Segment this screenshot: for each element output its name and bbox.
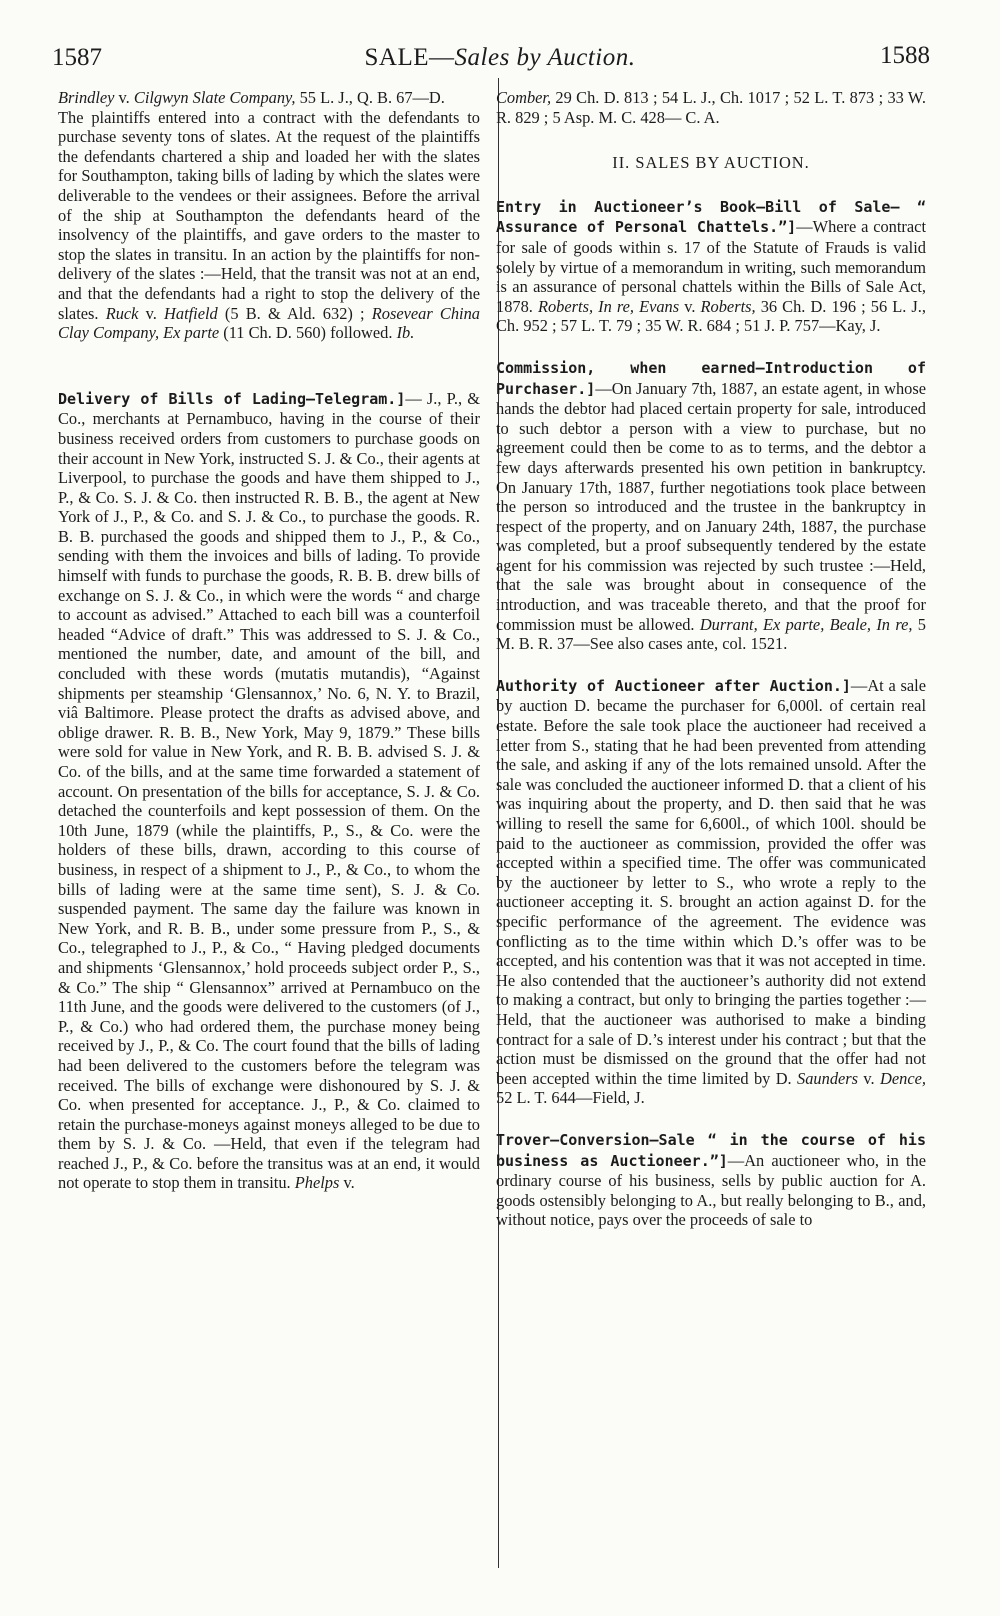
title-italic: Sales by Auction.	[454, 44, 636, 71]
case-name: Durrant, Ex parte, Beale, In re,	[699, 614, 913, 634]
paragraph-text: —An auctioneer who, in the ordinary course of his business, sells by public auction for A. goods ostensibly belonging to A., but really belonging to B., and, without notice, pays over the proceeds of sale to	[496, 1150, 926, 1230]
case-name: Dence,	[880, 1068, 926, 1088]
ibid: Ib.	[396, 323, 415, 343]
citation-text: v.	[339, 1173, 355, 1193]
paragraph-heading: Trover—Conversion—Sale “ in the course of his business as Auctioneer.”]	[496, 1130, 926, 1170]
running-title	[0, 44, 1000, 72]
case-paragraph	[58, 108, 480, 343]
case-name: Roberts, In re, Evans	[537, 296, 680, 316]
case-name: Saunders	[797, 1068, 859, 1088]
case-paragraph	[496, 197, 926, 336]
versus: v.	[679, 296, 701, 316]
versus: v.	[138, 303, 165, 323]
case-name: Ruck	[105, 303, 139, 323]
case-paragraph	[58, 389, 480, 1193]
case-name: Roberts,	[700, 296, 756, 316]
versus: v.	[114, 88, 134, 107]
left-column	[58, 88, 480, 1193]
paragraph-heading: Entry in Auctioneer’s Book—Bill of Sale— “ Assurance of Personal Chattels.”]	[496, 197, 926, 237]
right-column	[496, 88, 926, 1230]
citation-text: 5 M. B. R. 37—See also cases ante, col. 1521.	[496, 614, 926, 654]
title-main: SALE—	[364, 44, 455, 71]
page-number-right: 1588	[880, 42, 930, 69]
case-paragraph	[496, 1130, 926, 1230]
citation-text: 29 Ch. D. 813 ; 54 L. J., Ch. 1017 ; 52 L. T. 873 ; 33 W. R. 829 ; 5 Asp. M. C. 428— C. A.	[496, 88, 926, 127]
case-name: Hatfield	[164, 303, 218, 323]
case-name: Brindley	[58, 88, 115, 107]
page-number-left: 1587	[52, 44, 102, 71]
case-paragraph	[496, 676, 926, 1108]
case-citation	[496, 88, 926, 127]
case-name: Phelps	[294, 1173, 340, 1193]
citation-text: (11 Ch. D. 560) followed.	[219, 323, 393, 343]
paragraph-heading: Delivery of Bills of Lading—Telegram.]	[58, 389, 406, 408]
citation-text: 55 L. J., Q. B. 67—D.	[295, 88, 445, 107]
case-name: Cilgwyn Slate Company,	[133, 88, 296, 107]
section-heading: II. SALES BY AUCTION.	[612, 153, 810, 173]
citation-text: 36 Ch. D. 196 ; 56 L. J., Ch. 952 ; 57 L. T. 79 ; 35 W. R. 684 ; 51 J. P. 757—Kay, J.	[496, 296, 926, 336]
paragraph-heading: Commission, when earned—Introduction of Purchaser.]	[496, 358, 926, 398]
citation-text: 52 L. T. 644—Field, J.	[496, 1088, 645, 1108]
paragraph-heading: Authority of Auctioneer after Auction.]	[496, 676, 851, 695]
case-paragraph	[496, 358, 926, 654]
page-header	[0, 40, 1000, 80]
citation-text: (5 B. & Ald. 632) ;	[217, 303, 365, 323]
paragraph-text: —Where a contract for sale of goods within s. 17 of the Statute of Frauds is valid solely by virtue of a memorandum in writing, such memorandum is an assurance of personal chattels within the Bills of Sale Act, 1878.	[496, 217, 926, 316]
paragraph-text: —On January 7th, 1887, an estate agent, in whose hands the debtor had placed certain property for sale, introduced to such debtor a person with a view to purchase, but no agreement could then be come to as to terms, and the debtor a few days afterwards presented his own petition in bankruptcy. On January 17th, 1887, further negotiations took place between the person so introduced and the trustee in the bankruptcy in respect of the property, and on January 24th, 1887, the purchase was completed, but a proof subsequently tendered by the estate agent for his commission was rejected by such trustee :—Held, that the sale was brought about in consequence of the introduction, and was traceable thereto, and that the proof for commission must be allowed.	[496, 378, 926, 634]
case-name: Comber,	[496, 88, 552, 107]
case-name: Rosevear China Clay Company, Ex parte	[58, 303, 480, 343]
versus: v.	[858, 1068, 881, 1088]
paragraph-text: —At a sale by auction D. became the purchaser for 6,000l. of certain real estate. Before the sale took place the auctioneer had received a letter from S., stating that he had been prevented from attending the sale, and asking if any of the lots remained unsold. After the sale was concluded the auctioneer informed D. that a client of his was inquiring about the property, and D. then said that he was willing to resell the same for 6,600l., of which 100l. should be paid to the auctioneer as commission, provided the offer was accepted within a specified time. The offer was communicated by the auctioneer by letter to S., who wrote a reply to the auctioneer accepting it. S. brought an action against D. for the specific performance of the agreement. The evidence was conflicting as to the time within which D.’s offer was to be accepted, and his contention was that it was not accepted in time. He also contended that the auctioneer’s authority did not extend to making a contract, but only to bringing the parties together :—Held, that the auctioneer was authorised to make a binding contract for a sale of D.’s interest under his contract ; but that the action must be dismissed on the ground that the offer had not been accepted within the time limited by D.	[496, 675, 927, 1088]
case-citation	[58, 88, 480, 108]
paragraph-text: The plaintiffs entered into a contract with the defendants to purchase seventy tons of slates. At the request of the plaintiffs the defendants chartered a ship and loaded her with the slates for Southampton, taking bills of lading by which the slates were deliverable to the vendees or their assignees. Before the arrival of the ship at Southampton the defendants heard of the insolvency of the plaintiffs, and gave orders to the master to stop the slates in transitu. In an action by the plaintiffs for non-delivery of the slates :—Held, that the transit was not at an end, and that the defendants had a right to stop the delivery of the slates.	[58, 107, 480, 323]
paragraph-text: — J., P., & Co., merchants at Pernambuco, having in the course of their business received orders from customers to purchase goods on their account in New York, instructed S. J. & Co., their agents at Liverpool, to purchase the goods and have them shipped to J., P., & Co. S. J. & Co. then instructed R. B. B., the agent at New York of J., P., & Co. and S. J. & Co., to purchase the goods. R. B. B. purchased the goods and shipped them to J., P., & Co., sending with them the invoices and bills of lading. To provide himself with funds to purchase the goods, R. B. B. drew bills of exchange on S. J. & Co., in which were the words “ and charge to account as advised.” Attached to each bill was a counterfoil headed “Advice of draft.” This was addressed to S. J. & Co., mentioned the number, date, and amount of the bill, and concluded with these words (mutatis mutandis), “Against shipments per steamship ‘Glensannox,’ No. 6, N. Y. to Brazil, viâ Baltimore. Please protect the drafts as advised above, and oblige drawer. R. B. B., New York, May 9, 1879.” These bills were sold for value in New York, and R. B. B. advised S. J. & Co. of the bills, and at the same time forwarded a statement of account. On presentation of the bills for acceptance, S. J. & Co. detached the counterfoils and kept possession of them. On the 10th June, 1879 (while the plaintiffs, P., S., & Co. were the holders of these bills, drawn, according to this course of business, in respect of a shipment to J., P., & Co., to whom the bills of lading were at the same time sent), S. J. & Co. suspended payment. The same day the failure was known in New York, and R. B. B., under some pressure from P., S., & Co., telegraphed to J., P., & Co., “ Having pledged documents and shipments ‘Glensannox,’ hold proceeds subject order P., S., & Co.” The ship “ Glensannox” arrived at Pernambuco on the 11th June, and the goods were delivered to the customers (of J., P., & Co.) who had ordered them, the purchase money being received by J., P., & Co. The court found that the bills of lading had been delivered to the customers before the telegram was received. The bills of exchange were dishonoured by S. J. & Co. when presented for acceptance. J., P., & Co. claimed to retain the purchase-moneys against moneys alleged to be due to them by S. J. & Co. —Held, that even if the telegram had reached J., P., & Co. before the transitus was at an end, it would not operate to stop them in transitu.	[58, 388, 480, 1193]
